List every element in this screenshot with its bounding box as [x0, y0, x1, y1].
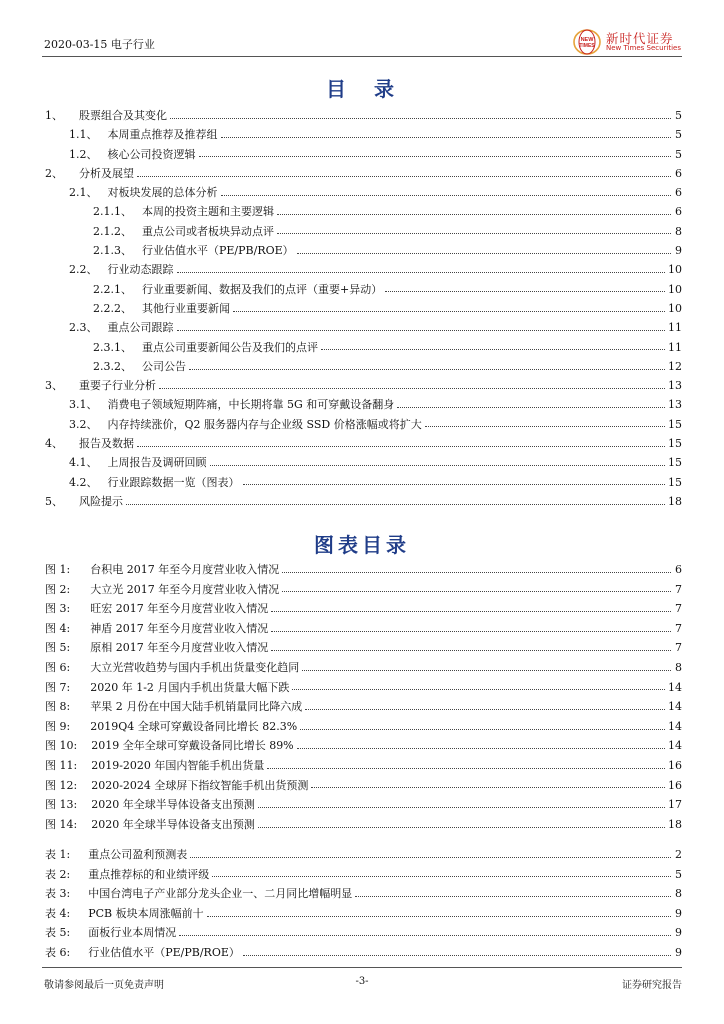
- toc-entry-title: 分析及展望: [79, 166, 134, 180]
- toc-entry[interactable]: [45, 318, 682, 337]
- toc-entry-number: 2.3.2、: [93, 359, 132, 373]
- toc-entry-title: 上周报告及调研回顾: [107, 456, 207, 470]
- figure-entry-number: 图 12:: [45, 778, 78, 792]
- table-entry[interactable]: [45, 943, 682, 963]
- toc-entry-number: 2.2、: [69, 263, 98, 277]
- figure-entry-title: 2020 年全球半导体设备支出预测: [91, 798, 255, 812]
- figure-entry-title: 旺宏 2017 年至今月度营业收入情况: [90, 602, 269, 616]
- figure-entry-title: 2020 年 1-2 月国内手机出货量大幅下跌: [90, 680, 290, 694]
- figure-entry-title: 台积电 2017 年至今月度营业收入情况: [90, 563, 280, 576]
- toc-entry-title: 重点公司或者板块异动点评: [142, 224, 274, 238]
- table-entry-number: 表 6:: [45, 945, 71, 959]
- dot-leader: [243, 484, 666, 485]
- toc-list: [45, 106, 682, 511]
- toc-entry-title: 本周的投资主题和主要逻辑: [142, 205, 274, 219]
- toc-entry-page: 13: [668, 379, 682, 393]
- dot-leader: [282, 572, 671, 573]
- tables-list: [45, 845, 682, 963]
- toc-entry-page: 6: [675, 166, 682, 180]
- toc-entry-title: 重要子行业分析: [79, 379, 156, 393]
- dot-leader: [233, 311, 665, 312]
- figure-entry-title: 原相 2017 年至今月度营业收入情况: [90, 641, 269, 655]
- toc-entry-title: 风险提示: [79, 494, 123, 508]
- toc-entry-page: 18: [668, 494, 682, 508]
- dot-leader: [297, 748, 665, 749]
- dot-leader: [397, 407, 665, 408]
- figure-entry-number: 图 4:: [45, 621, 71, 635]
- toc-entry[interactable]: [45, 415, 682, 434]
- toc-entry-page: 12: [668, 359, 682, 373]
- table-entry-title: 行业估值水平（PE/PB/ROE）: [88, 945, 240, 959]
- figure-entry-page: 7: [675, 602, 682, 616]
- toc-entry-number: 3.2、: [69, 417, 98, 431]
- table-entry[interactable]: [45, 923, 682, 943]
- table-entry-number: 表 1:: [45, 848, 71, 861]
- toc-entry-number: 2.1.3、: [93, 244, 132, 258]
- dot-leader: [258, 807, 665, 808]
- dot-leader: [300, 729, 665, 730]
- toc-entry-title: 核心公司投资逻辑: [107, 147, 196, 161]
- figure-entry-page: 14: [668, 719, 682, 733]
- toc-entry-page: 6: [675, 186, 682, 200]
- figure-entry-page: 7: [675, 621, 682, 635]
- figures-list: [45, 560, 682, 834]
- dot-leader: [282, 591, 671, 592]
- toc-entry[interactable]: [45, 106, 682, 125]
- footer-report-type: 证券研究报告: [622, 980, 682, 991]
- dot-leader: [425, 426, 665, 427]
- figure-entry-number: 图 3:: [45, 602, 71, 616]
- figure-entry[interactable]: [45, 599, 682, 619]
- toc-entry-number: 5、: [45, 494, 63, 508]
- dot-leader: [355, 896, 671, 897]
- toc-entry-title: 其他行业重要新闻: [142, 301, 230, 315]
- toc-entry-number: 2.3、: [69, 321, 98, 335]
- toc-entry-number: 2.1、: [69, 186, 98, 200]
- dot-leader: [177, 330, 666, 331]
- toc-entry[interactable]: [45, 260, 682, 279]
- toc-entry-page: 10: [668, 301, 682, 315]
- toc-entry-page: 11: [668, 340, 682, 354]
- toc-entry-number: 1、: [45, 109, 63, 122]
- figure-entry-page: 7: [675, 582, 682, 596]
- figure-entry-page: 18: [668, 817, 682, 831]
- toc-entry[interactable]: [45, 125, 682, 144]
- table-entry-page: 9: [675, 945, 682, 959]
- dot-leader: [212, 876, 671, 877]
- svg-text:TIMES: TIMES: [579, 43, 595, 49]
- toc-entry[interactable]: [45, 434, 682, 453]
- figure-entry-number: 图 7:: [45, 680, 71, 694]
- toc-entry[interactable]: [45, 338, 682, 357]
- figure-entry-title: 2019-2020 年国内智能手机出货量: [91, 758, 265, 772]
- dot-leader: [170, 118, 671, 119]
- dot-leader: [297, 253, 671, 254]
- dot-leader: [189, 369, 665, 370]
- figure-entry[interactable]: [45, 776, 682, 796]
- toc-entry-page: 15: [668, 456, 682, 470]
- toc-entry-number: 2.3.1、: [93, 340, 132, 354]
- figure-entry-title: 2020-2024 全球屏下指纹智能手机出货预测: [91, 778, 309, 792]
- dot-leader: [277, 214, 671, 215]
- figure-entry-number: 图 1:: [45, 563, 71, 576]
- dot-leader: [207, 916, 671, 917]
- dot-leader: [311, 787, 665, 788]
- toc-entry-number: 4、: [45, 437, 63, 451]
- table-entry-title: PCB 板块本周涨幅前十: [88, 906, 204, 920]
- toc-entry-page: 9: [675, 244, 682, 258]
- figure-entry-title: 2019 全年全球可穿戴设备同比增长 89%: [91, 739, 294, 753]
- figure-entry[interactable]: [45, 658, 682, 678]
- company-logo: [572, 28, 682, 56]
- figure-entry-title: 大立光 2017 年至今月度营业收入情况: [90, 582, 280, 596]
- figure-entry-number: 图 11:: [45, 758, 78, 772]
- figure-entry[interactable]: [45, 560, 682, 580]
- toc-entry-title: 行业重要新闻、数据及我们的点评（重要+异动）: [142, 282, 383, 296]
- toc-entry[interactable]: [45, 299, 682, 318]
- table-entry-page: 9: [675, 906, 682, 920]
- figure-entry-page: 14: [668, 680, 682, 694]
- toc-entry[interactable]: [45, 241, 682, 260]
- figure-entry-number: 图 5:: [45, 641, 71, 655]
- toc-entry-title: 重点公司重要新闻公告及我们的点评: [142, 340, 318, 354]
- dot-leader: [258, 827, 665, 828]
- page-footer: [42, 967, 682, 991]
- table-entry-page: 5: [675, 867, 682, 881]
- toc-entry-title: 行业跟踪数据一览（图表）: [107, 475, 240, 489]
- dot-leader: [126, 504, 665, 505]
- figure-entry[interactable]: [45, 717, 682, 737]
- header-date-sector: 2020-03-15 电子行业: [44, 38, 155, 51]
- dot-leader: [159, 388, 665, 389]
- toc-entry[interactable]: [45, 376, 682, 395]
- figure-entry[interactable]: [45, 619, 682, 639]
- table-entry-number: 表 3:: [45, 887, 71, 901]
- table-entry[interactable]: [45, 865, 682, 885]
- toc-entry-title: 对板块发展的总体分析: [107, 186, 218, 200]
- figure-entry-number: 图 10:: [45, 739, 78, 753]
- figure-entry[interactable]: [45, 580, 682, 600]
- dot-leader: [137, 176, 671, 177]
- toc-entry-number: 3.1、: [69, 398, 98, 412]
- toc-entry-number: 1.2、: [69, 147, 98, 161]
- toc-heading: 目 录: [326, 77, 398, 101]
- figure-entry-title: 大立光营收趋势与国内手机出货量变化趋同: [90, 660, 300, 674]
- dot-leader: [221, 195, 672, 196]
- figure-entry-number: 图 6:: [45, 660, 71, 674]
- dot-leader: [305, 709, 665, 710]
- table-entry-title: 中国台湾电子产业部分龙头企业一、二月同比增幅明显: [88, 887, 353, 901]
- table-entry-page: 9: [675, 926, 682, 940]
- figure-entry-number: 图 8:: [45, 700, 71, 714]
- toc-entry-page: 11: [668, 321, 682, 335]
- toc-entry-page: 5: [675, 109, 682, 122]
- toc-entry[interactable]: [45, 473, 682, 492]
- figure-entry-page: 16: [668, 778, 682, 792]
- figure-entry-page: 14: [668, 739, 682, 753]
- dot-leader: [179, 935, 671, 936]
- toc-entry-number: 2.2.2、: [93, 301, 132, 315]
- toc-entry[interactable]: [45, 145, 682, 164]
- toc-entry-page: 5: [675, 147, 682, 161]
- table-entry-title: 重点公司盈利预测表: [88, 848, 188, 861]
- dot-leader: [210, 465, 666, 466]
- toc-entry-title: 本周重点推荐及推荐组: [107, 128, 218, 142]
- figure-entry-page: 8: [675, 660, 682, 674]
- figure-entry[interactable]: [45, 736, 682, 756]
- toc-entry[interactable]: [45, 453, 682, 472]
- table-entry[interactable]: [45, 904, 682, 924]
- toc-entry-page: 8: [675, 224, 682, 238]
- dot-leader: [137, 446, 665, 447]
- figure-entry-number: 图 14:: [45, 817, 78, 831]
- dot-leader: [277, 233, 671, 234]
- toc-entry[interactable]: [45, 280, 682, 299]
- toc-entry-page: 13: [668, 398, 682, 412]
- table-entry-title: 重点推荐标的和业绩评级: [88, 867, 210, 881]
- table-entry[interactable]: [45, 884, 682, 904]
- toc-entry[interactable]: [45, 222, 682, 241]
- toc-entry-number: 2、: [45, 166, 63, 180]
- toc-entry[interactable]: [45, 357, 682, 376]
- table-entry-title: 面板行业本周情况: [88, 926, 177, 940]
- logo-english-name: New Times Securities: [606, 44, 681, 52]
- dot-leader: [271, 650, 671, 651]
- figure-entry-title: 2020 年全球半导体设备支出预测: [91, 817, 255, 831]
- figure-entry-number: 图 9:: [45, 719, 71, 733]
- figure-entry-page: 7: [675, 641, 682, 655]
- footer-disclaimer: 敬请参阅最后一页免责声明: [44, 980, 164, 991]
- dot-leader: [199, 156, 672, 157]
- logo-chinese-name: 新时代证券: [606, 31, 674, 46]
- toc-entry-page: 15: [668, 417, 682, 431]
- dot-leader: [267, 768, 665, 769]
- figure-entry-number: 图 13:: [45, 798, 78, 812]
- dot-leader: [243, 955, 671, 956]
- dot-leader: [321, 349, 665, 350]
- toc-entry-number: 3、: [45, 379, 63, 393]
- toc-entry-page: 6: [675, 205, 682, 219]
- figure-entry-title: 苹果 2 月份在中国大陆手机销量同比降六成: [90, 700, 303, 714]
- toc-entry[interactable]: [45, 492, 682, 511]
- dot-leader: [221, 137, 672, 138]
- toc-entry-page: 10: [668, 263, 682, 277]
- toc-entry-number: 2.2.1、: [93, 282, 132, 296]
- figure-entry[interactable]: [45, 638, 682, 658]
- toc-entry-number: 2.1.2、: [93, 224, 132, 238]
- table-entry-number: 表 5:: [45, 926, 71, 940]
- toc-entry-number: 4.1、: [69, 456, 98, 470]
- toc-entry-title: 行业动态跟踪: [107, 263, 174, 277]
- toc-entry-title: 报告及数据: [79, 437, 134, 451]
- figure-entry-page: 16: [668, 758, 682, 772]
- new-times-logo-icon: [572, 28, 602, 56]
- toc-entry-title: 公司公告: [142, 359, 186, 373]
- toc-entry-number: 2.1.1、: [93, 205, 132, 219]
- dot-leader: [271, 611, 671, 612]
- figure-entry-page: 17: [668, 798, 682, 812]
- figure-entry[interactable]: [45, 756, 682, 776]
- figure-entry-page: 6: [675, 563, 682, 576]
- page-number: -3-: [355, 976, 369, 987]
- figure-entry[interactable]: [45, 678, 682, 698]
- toc-entry-title: 消费电子领域短期阵痛，中长期将靠 5G 和可穿戴设备翻身: [107, 398, 395, 412]
- table-entry[interactable]: [45, 845, 682, 865]
- figure-entry-title: 神盾 2017 年至今月度营业收入情况: [90, 621, 269, 635]
- dot-leader: [177, 272, 666, 273]
- toc-entry[interactable]: [45, 164, 682, 183]
- toc-entry-page: 5: [675, 128, 682, 142]
- figure-entry-number: 图 2:: [45, 582, 71, 596]
- figure-entry-page: 14: [668, 700, 682, 714]
- toc-entry-page: 15: [668, 475, 682, 489]
- table-entry-number: 表 4:: [45, 906, 71, 920]
- dot-leader: [190, 857, 671, 858]
- dot-leader: [302, 670, 671, 671]
- toc-entry[interactable]: [45, 395, 682, 414]
- toc-entry-title: 内存持续涨价，Q2 服务器内存与企业级 SSD 价格涨幅或将扩大: [107, 417, 422, 431]
- toc-entry-page: 15: [668, 437, 682, 451]
- toc-entry-number: 1.1、: [69, 128, 98, 142]
- toc-entry[interactable]: [45, 202, 682, 221]
- dot-leader: [292, 689, 665, 690]
- toc-entry-number: 4.2、: [69, 475, 98, 489]
- figure-entry[interactable]: [45, 795, 682, 815]
- toc-entry-title: 行业估值水平（PE/PB/ROE）: [142, 244, 294, 258]
- toc-entry[interactable]: [45, 183, 682, 202]
- figure-entry-title: 2019Q4 全球可穿戴设备同比增长 82.3%: [90, 719, 298, 733]
- figure-entry[interactable]: [45, 697, 682, 717]
- svg-text:NEW: NEW: [580, 37, 594, 43]
- table-entry-page: 2: [675, 848, 682, 861]
- figures-heading: 图表目录: [314, 533, 410, 557]
- table-entry-page: 8: [675, 887, 682, 901]
- dot-leader: [385, 291, 665, 292]
- figure-entry[interactable]: [45, 815, 682, 835]
- toc-entry-title: 重点公司跟踪: [107, 321, 174, 335]
- dot-leader: [271, 631, 671, 632]
- page-header: [42, 28, 682, 57]
- table-entry-number: 表 2:: [45, 867, 71, 881]
- toc-entry-title: 股票组合及其变化: [79, 109, 167, 122]
- toc-entry-page: 10: [668, 282, 682, 296]
